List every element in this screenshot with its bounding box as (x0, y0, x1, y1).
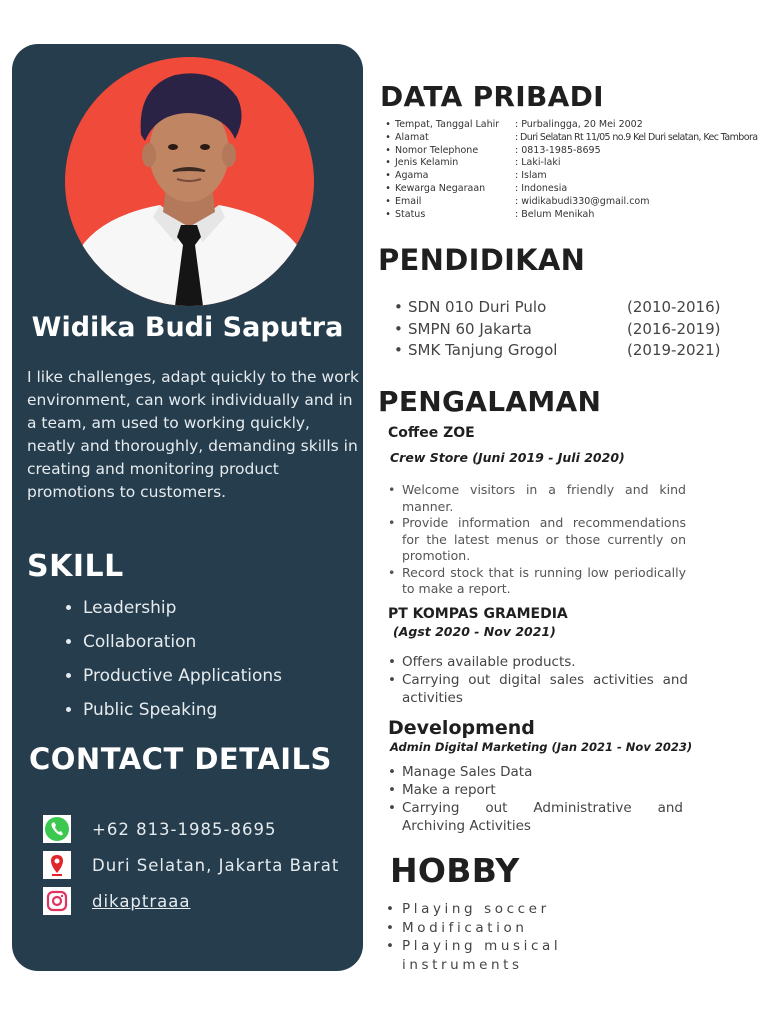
hobby-heading: HOBBY (390, 851, 520, 890)
school-years: (2010-2016) (627, 298, 721, 316)
school-years: (2016-2019) (627, 319, 721, 338)
data-pribadi-row: • Agama : Islam (385, 170, 547, 182)
contact-address (43, 851, 363, 879)
pendidikan-heading: PENDIDIKAN (378, 243, 586, 277)
data-label: Tempat, Tanggal Lahir (395, 119, 500, 130)
job-company: Developmend (388, 717, 535, 739)
education-item: • SMPN 60 Jakarta (2016-2019) (394, 319, 724, 341)
job-duty-item: • Make a report (388, 781, 683, 799)
skill-item: • Collaboration (83, 628, 282, 662)
data-label: Jenis Kelamin (395, 157, 459, 169)
instagram-icon (43, 887, 71, 915)
job-duty-item: • Carrying out digital sales activities and activities (388, 671, 688, 707)
data-value: : Belum Menikah (515, 208, 595, 220)
contact-phone-text: +62 813-1985-8695 (92, 819, 277, 839)
data-label: Alamat (395, 131, 429, 143)
education-item: • SDN 010 Duri Pulo (2010-2016) (394, 297, 724, 319)
skill-item: • Public Speaking (83, 696, 282, 730)
job-role: (Agst 2020 - Nov 2021) (393, 624, 556, 639)
data-value: : Laki-laki (515, 157, 561, 169)
job-role: Crew Store (Juni 2019 - Juli 2020) (390, 450, 625, 465)
job-duty-item: • Manage Sales Data (388, 763, 683, 781)
job-duty-item: • Welcome visitors in a friendly and kind manner. (388, 482, 686, 515)
data-pribadi-row: • Status : Belum Menikah (385, 208, 595, 220)
data-pribadi-row: • Tempat, Tanggal Lahir : Purbalingga, 20 Mei 2002 (385, 119, 643, 130)
skill-heading: SKILL (27, 549, 124, 584)
skill-item: • Leadership (83, 594, 282, 628)
job-duty-item: • Carrying out Administrative and Archiving Activities (388, 799, 683, 835)
job-role: Admin Digital Marketing (Jan 2021 - Nov 2023) (390, 740, 693, 754)
contact-address-text: Duri Selatan, Jakarta Barat (92, 855, 340, 875)
data-pribadi-row: • Email : widikabudi330@gmail.com (385, 195, 650, 207)
job-company: Coffee ZOE (388, 425, 475, 441)
contact-phone (43, 815, 363, 843)
job-duty-item: • Offers available products. (388, 653, 688, 671)
school-name: SDN 010 Duri Pulo (408, 298, 547, 316)
hobby-item: • Modification (386, 919, 596, 938)
skill-list (63, 594, 282, 730)
data-label: Status (395, 208, 426, 220)
whatsapp-icon (43, 815, 71, 843)
data-pribadi-heading: DATA PRIBADI (380, 80, 604, 113)
pendidikan-list (394, 297, 724, 362)
school-name: SMK Tanjung Grogol (408, 341, 558, 359)
hobby-list (386, 900, 596, 974)
data-label: Nomor Telephone (395, 144, 479, 156)
contact-instagram[interactable] (43, 887, 363, 915)
profile-summary: I like challenges, adapt quickly to the work environment, can work individually and in a team, am used to working quickly, neatly and thoroughly, demanding skills in creating and monitoring product promotions to customers. (27, 368, 360, 501)
data-pribadi-row: • Alamat : Duri Selatan Rt 11/05 no.9 Kel Duri selatan, Kec Tambora (385, 131, 758, 143)
data-pribadi-row: • Jenis Kelamin : Laki-laki (385, 157, 561, 169)
hobby-item: • Playing musical instruments (386, 937, 596, 974)
job-duties (388, 653, 688, 707)
data-value: : 0813-1985-8695 (515, 144, 601, 156)
job-duties (388, 763, 683, 835)
job-duties (388, 482, 686, 598)
data-value: : Indonesia (515, 182, 568, 194)
data-label: Agama (395, 170, 429, 182)
job-company: PT KOMPAS GRAMEDIA (388, 606, 568, 622)
job-duty-item: • Provide information and recommendations for the latest menus or those currently on promotion. (388, 515, 686, 565)
school-years: (2019-2021) (627, 341, 721, 359)
data-value: : Islam (515, 170, 547, 182)
data-value: : widikabudi330@gmail.com (515, 195, 650, 207)
education-item: • SMK Tanjung Grogol (2019-2021) (394, 340, 724, 362)
profile-photo (65, 57, 314, 306)
data-pribadi-list (381, 119, 765, 221)
school-name: SMPN 60 Jakarta (408, 319, 532, 338)
instagram-link[interactable]: dikaptraaa (92, 891, 191, 911)
pengalaman-heading: PENGALAMAN (378, 385, 602, 418)
skill-item: • Productive Applications (83, 662, 282, 696)
location-pin-icon (43, 851, 71, 879)
data-pribadi-row: • Kewarga Negaraan : Indonesia (385, 182, 568, 194)
job-duty-item: • Record stock that is running low periodically to make a report. (388, 565, 686, 598)
contact-heading: CONTACT DETAILS (29, 742, 332, 776)
data-label: Email (395, 195, 422, 207)
data-pribadi-row: • Nomor Telephone : 0813-1985-8695 (385, 144, 601, 156)
profile-name: Widika Budi Saputra (31, 312, 344, 343)
data-label: Kewarga Negaraan (395, 182, 486, 194)
data-value: : Duri Selatan Rt 11/05 no.9 Kel Duri selatan, Kec Tambora (515, 131, 758, 143)
data-value: : Purbalingga, 20 Mei 2002 (515, 119, 643, 130)
hobby-item: • Playing soccer (386, 900, 596, 919)
